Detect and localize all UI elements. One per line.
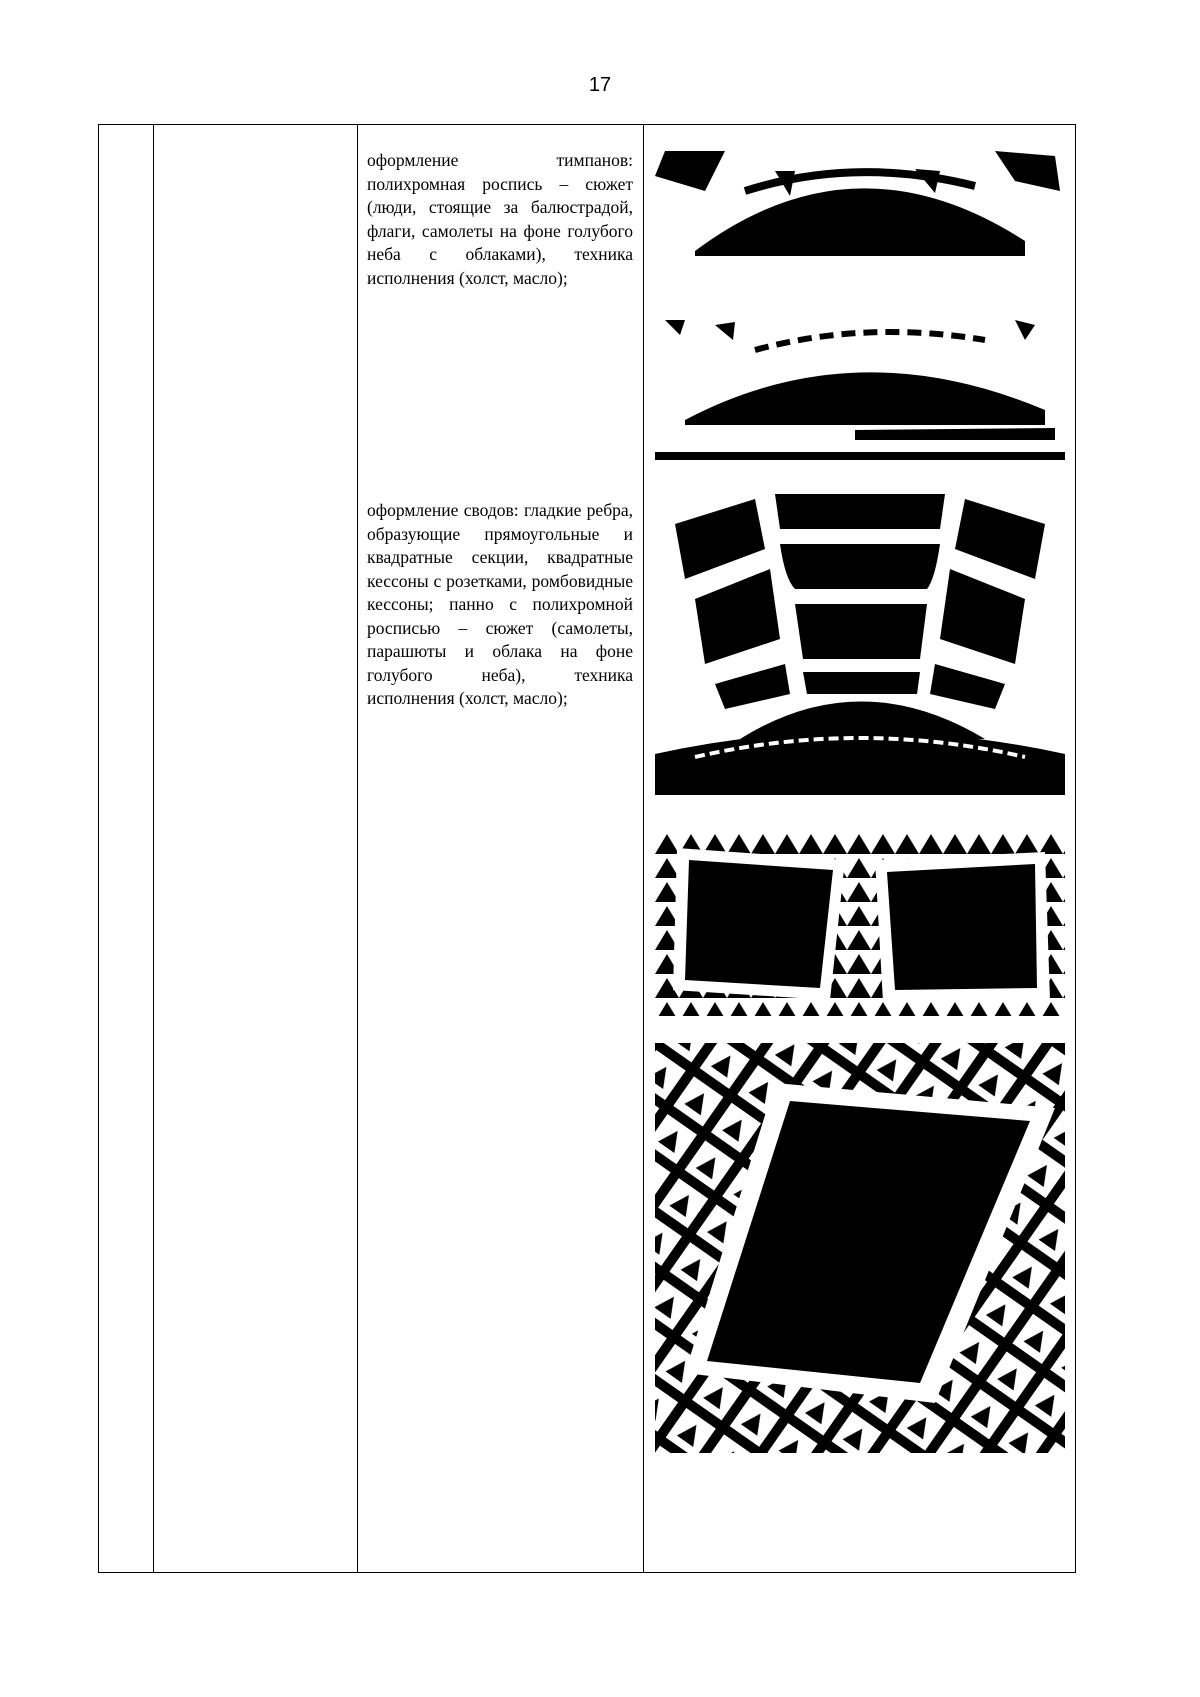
square-coffers-photo (655, 830, 1065, 1016)
monument-elements-table (98, 124, 1076, 1573)
vault-description: оформление сводов: гладкие ребра, образующие прямоугольные и квадратные секции, квадратные кессоны с розетками, ромбовидные кессоны; панно с полихромной росписью – сюжет (самолеты, парашюты и облака на фоне голубого неба), техника исполнения (холст, масло); (367, 500, 633, 708)
column-divider-2 (357, 125, 358, 1572)
rhomboid-coffer-photo (655, 1043, 1065, 1453)
column-divider-3 (643, 125, 644, 1572)
vault-ribs-photo (655, 489, 1065, 795)
column-divider-1 (153, 125, 154, 1572)
page-number: 17 (588, 74, 612, 96)
tympanum-description: оформление тимпанов: полихромная роспись – сюжет (люди, стоящие за балюстрадой, флаги, самолеты на фоне голубого неба с облаками), техника исполнения (холст, масло); (367, 150, 633, 288)
tympanum-photo-1 (655, 151, 1065, 281)
tympanum-photo-2 (655, 310, 1065, 460)
